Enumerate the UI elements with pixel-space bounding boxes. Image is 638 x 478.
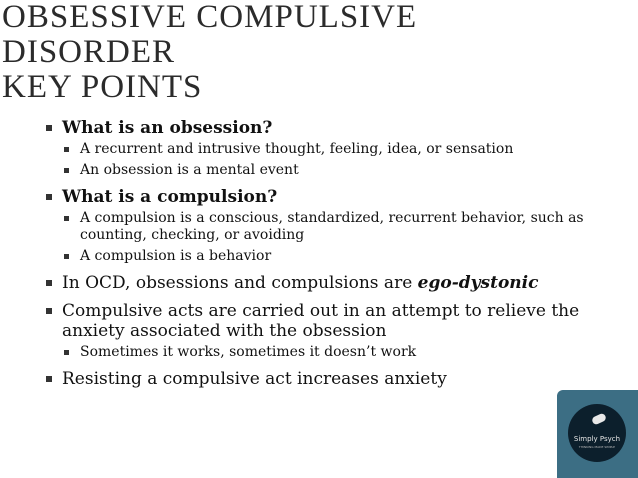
- ocd-point-text: In OCD, obsessions and compulsions are: [62, 273, 418, 293]
- square-bullet-icon: [46, 280, 52, 286]
- acts-group: [46, 301, 606, 361]
- logo-tagline: THINKING MADE SIMPLE: [578, 445, 616, 449]
- obsession-definition: [64, 141, 606, 158]
- square-bullet-icon: [64, 147, 69, 152]
- pill-icon: [591, 412, 607, 425]
- resisting-group: [46, 369, 606, 389]
- compulsive-acts-subpoint: [64, 344, 606, 361]
- compulsive-acts-subpoint-text: Sometimes it works, sometimes it doesn’t work: [80, 344, 417, 360]
- slide-title-line-2: DISORDER: [2, 34, 176, 70]
- simply-psych-logo: [557, 390, 638, 478]
- compulsion-behavior: [64, 248, 606, 265]
- square-bullet-icon: [64, 168, 69, 173]
- obsession-question-text: What is an obsession?: [62, 118, 273, 138]
- square-bullet-icon: [46, 125, 52, 131]
- square-bullet-icon: [64, 350, 69, 355]
- obsession-mental-event-text: An obsession is a mental event: [80, 162, 299, 178]
- obsession-question: [46, 118, 606, 138]
- square-bullet-icon: [64, 254, 69, 259]
- obsession-mental-event: [64, 162, 606, 179]
- obsession-group: [46, 118, 606, 179]
- square-bullet-icon: [46, 308, 52, 314]
- logo-circle: [568, 404, 626, 462]
- slide-title-line-1: OBSESSIVE COMPULSIVE: [2, 0, 418, 35]
- compulsion-question-text: What is a compulsion?: [62, 187, 278, 207]
- ocd-point: [46, 273, 606, 293]
- compulsion-definition: [64, 210, 606, 244]
- square-bullet-icon: [46, 194, 52, 200]
- ego-dystonic-emphasis: ego-dystonic: [417, 273, 539, 293]
- square-bullet-icon: [64, 216, 69, 221]
- compulsion-group: [46, 187, 606, 265]
- compulsion-behavior-text: A compulsion is a behavior: [80, 248, 272, 264]
- compulsion-definition-text: A compulsion is a conscious, standardized, recurrent behavior, such as counting, checking, or avoiding: [80, 210, 584, 243]
- ocd-group: [46, 273, 606, 293]
- slide-title: [2, 0, 417, 105]
- obsession-definition-text: A recurrent and intrusive thought, feeling, idea, or sensation: [80, 141, 514, 157]
- square-bullet-icon: [46, 376, 52, 382]
- logo-brand-name: Simply Psych: [573, 435, 621, 443]
- resisting-point: [46, 369, 606, 389]
- slide-title-line-3: KEY POINTS: [2, 69, 203, 105]
- compulsive-acts-text: Compulsive acts are carried out in an attempt to relieve the anxiety associated with the obsession: [62, 301, 580, 341]
- resisting-point-text: Resisting a compulsive act increases anxiety: [62, 369, 447, 389]
- compulsive-acts-point: [46, 301, 606, 341]
- compulsion-question: [46, 187, 606, 207]
- bullet-list: [46, 118, 606, 397]
